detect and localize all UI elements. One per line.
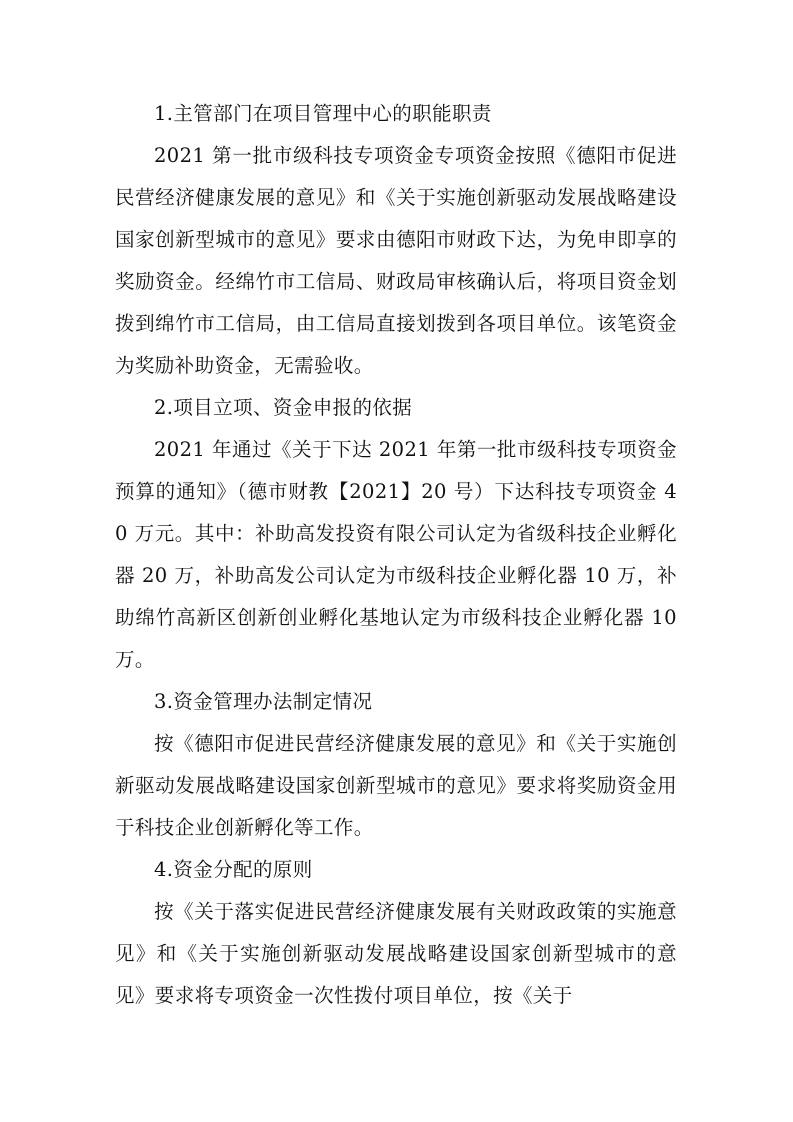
section-paragraph-2: 2021 年通过《关于下达 2021 年第一批市级科技专项资金预算的通知》（德市财教【2021】20 号）下达科技专项资金 40 万元。其中：补助高发投资有限公司认定为省级科技企业孵化器 20 万，补助高发公司认定为市级科技企业孵化器 10 万，补助绵竹高新区创新创业孵化基地认定为市级科技企业孵化器 10 万。 xyxy=(115,438,677,671)
section-heading-1: 1.主管部门在项目管理中心的职能职责 xyxy=(154,102,492,125)
section-heading-4: 4.资金分配的原则 xyxy=(154,858,313,881)
section-heading-2: 2.项目立项、资金申报的依据 xyxy=(154,396,413,419)
section-heading-3: 3.资金管理办法制定情况 xyxy=(154,690,373,713)
section-paragraph-4: 按《关于落实促进民营经济健康发展有关财政政策的实施意见》和《关于实施创新驱动发展战略建设国家创新型城市的意见》要求将专项资金一次性拨付项目单位，按《关于 xyxy=(115,900,677,1007)
section-paragraph-1: 2021 第一批市级科技专项资金专项资金按照《德阳市促进民营经济健康发展的意见》和《关于实施创新驱动发展战略建设国家创新型城市的意见》要求由德阳市财政下达，为免申即享的奖励资金。经绵竹市工信局、财政局审核确认后，将项目资金划拨到绵竹市工信局，由工信局直接划拨到各项目单位。该笔资金为奖励补助资金，无需验收。 xyxy=(115,144,677,377)
section-paragraph-3: 按《德阳市促进民营经济健康发展的意见》和《关于实施创新驱动发展战略建设国家创新型城市的意见》要求将奖励资金用于科技企业创新孵化等工作。 xyxy=(115,732,677,839)
document-body xyxy=(115,93,677,1017)
